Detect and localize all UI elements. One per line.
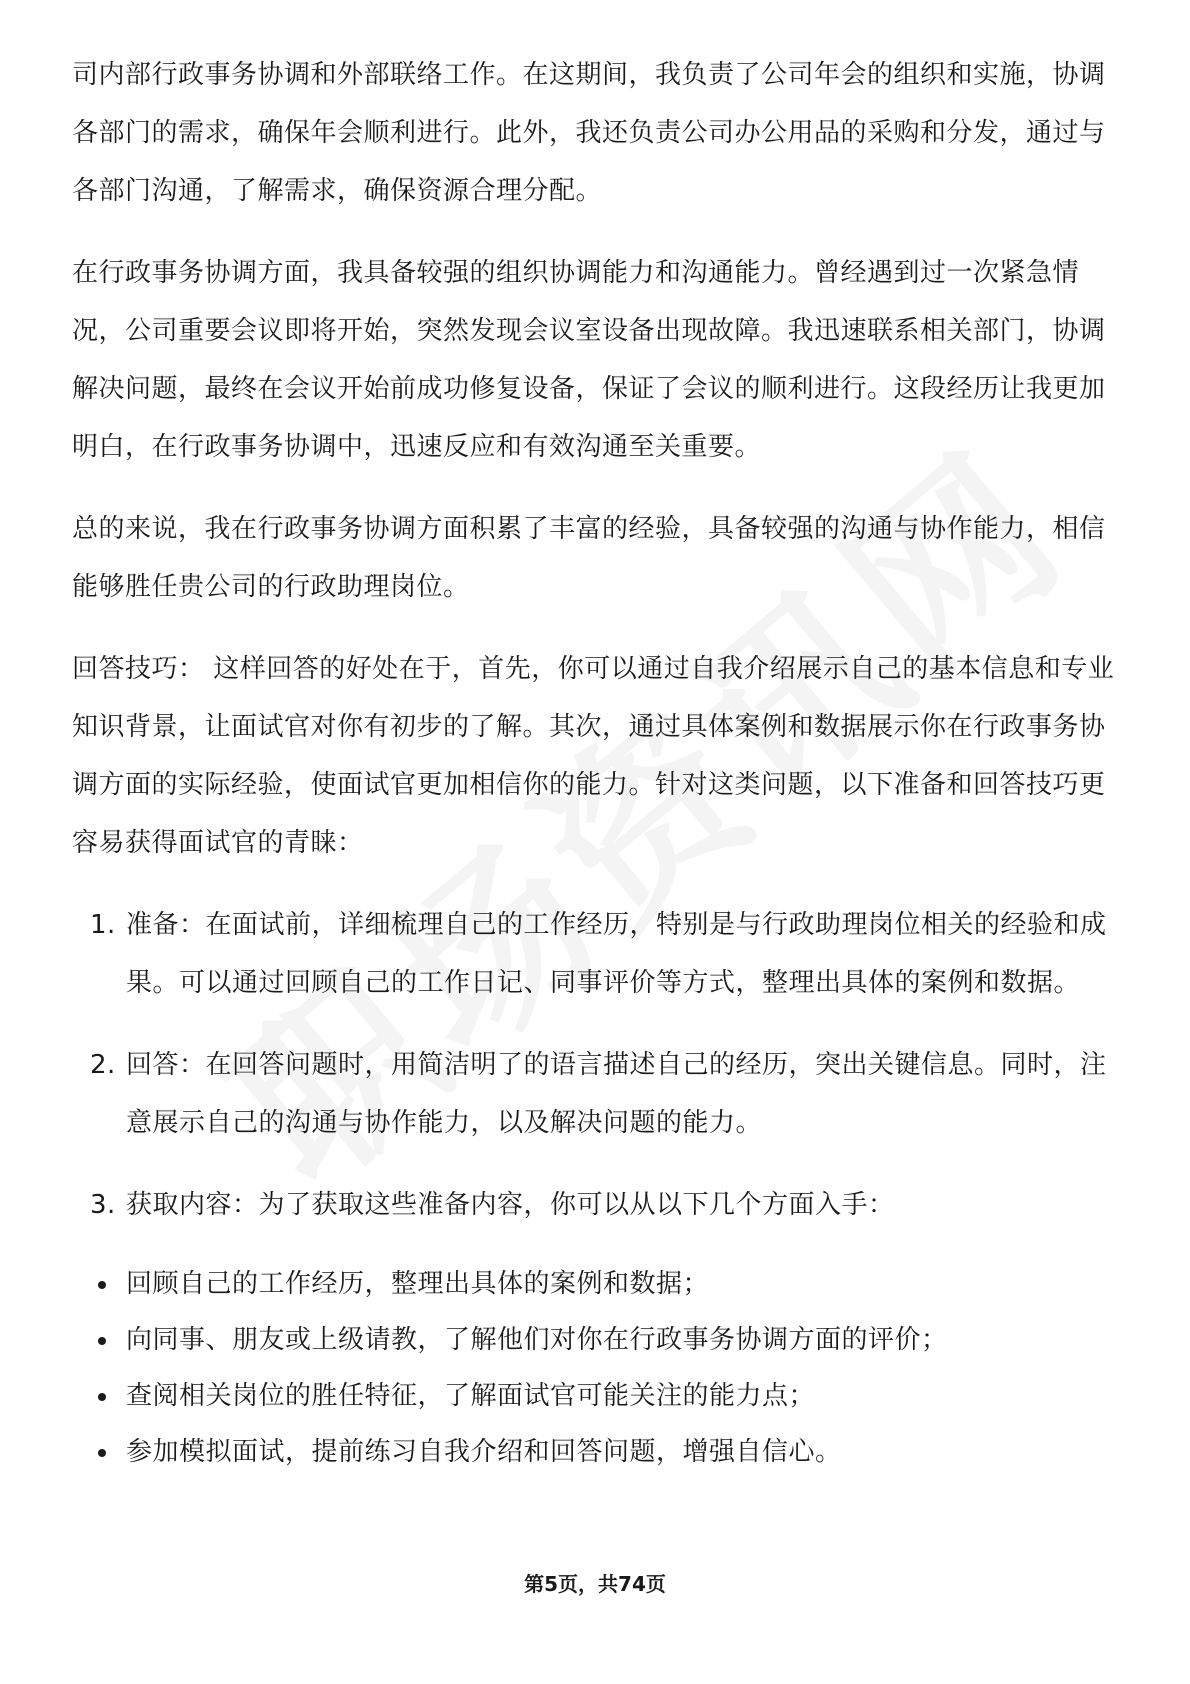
bullet-text: 参加模拟面试，提前练习自我介绍和回答问题，增强自信心。 [126, 1437, 842, 1467]
list-number: 3. [90, 1190, 116, 1220]
list-item [72, 1036, 1122, 1152]
list-item [72, 896, 1122, 1012]
list-number: 1. [90, 910, 116, 940]
bullet-dot-icon [98, 1449, 106, 1457]
bullet-item [72, 1424, 1122, 1480]
paragraph-summary: 总的来说，我在行政事务协调方面积累了丰富的经验，具备较强的沟通与协作能力，相信能够胜任贵公司的行政助理岗位。 [72, 514, 1106, 602]
bullet-text: 向同事、朋友或上级请教，了解他们对你在行政事务协调方面的评价； [126, 1325, 948, 1355]
bullet-item [72, 1368, 1122, 1424]
list-number: 2. [90, 1050, 116, 1080]
page-number: 第5页，共74页 [524, 1572, 666, 1596]
list-item-text: 准备：在面试前，详细梳理自己的工作经历，特别是与行政助理岗位相关的经验和成果。可以通过回顾自己的工作日记、同事评价等方式，整理出具体的案例和数据。 [126, 910, 1107, 998]
paragraph-experience: 司内部行政事务协调和外部联络工作。在这期间，我负责了公司年会的组织和实施，协调各部门的需求，确保年会顺利进行。此外，我还负责公司办公用品的采购和分发，通过与各部门沟通，了解需求，确保资源合理分配。 [72, 60, 1106, 206]
document-body [72, 46, 1122, 1480]
bullet-item [72, 1256, 1122, 1312]
bullet-text: 查阅相关岗位的胜任特征，了解面试官可能关注的能力点； [126, 1381, 816, 1411]
paragraph-coordination: 在行政事务协调方面，我具备较强的组织协调能力和沟通能力。曾经遇到过一次紧急情况，公司重要会议即将开始，突然发现会议室设备出现故障。我迅速联系相关部门，协调解决问题，最终在会议开始前成功修复设备，保证了会议的顺利进行。这段经历让我更加明白，在行政事务协调中，迅速反应和有效沟通至关重要。 [72, 258, 1106, 462]
list-item-text: 回答：在回答问题时，用简洁明了的语言描述自己的经历，突出关键信息。同时，注意展示自己的沟通与协作能力，以及解决问题的能力。 [126, 1050, 1107, 1138]
list-item [72, 1176, 1122, 1234]
bullet-text: 回顾自己的工作经历，整理出具体的案例和数据； [126, 1269, 710, 1299]
bullet-dot-icon [98, 1337, 106, 1345]
bullet-dot-icon [98, 1393, 106, 1401]
list-item-text: 获取内容：为了获取这些准备内容，你可以从以下几个方面入手： [126, 1190, 895, 1220]
paragraph-answer-tips: 回答技巧： 这样回答的好处在于，首先，你可以通过自我介绍展示自己的基本信息和专业知识背景，让面试官对你有初步的了解。其次，通过具体案例和数据展示你在行政事务协调方面的实际经验，使面试官更加相信你的能力。针对这类问题，以下准备和回答技巧更容易获得面试官的青睐： [72, 654, 1115, 858]
bullet-list [72, 1256, 1122, 1480]
bullet-dot-icon [98, 1281, 106, 1289]
bullet-item [72, 1312, 1122, 1368]
